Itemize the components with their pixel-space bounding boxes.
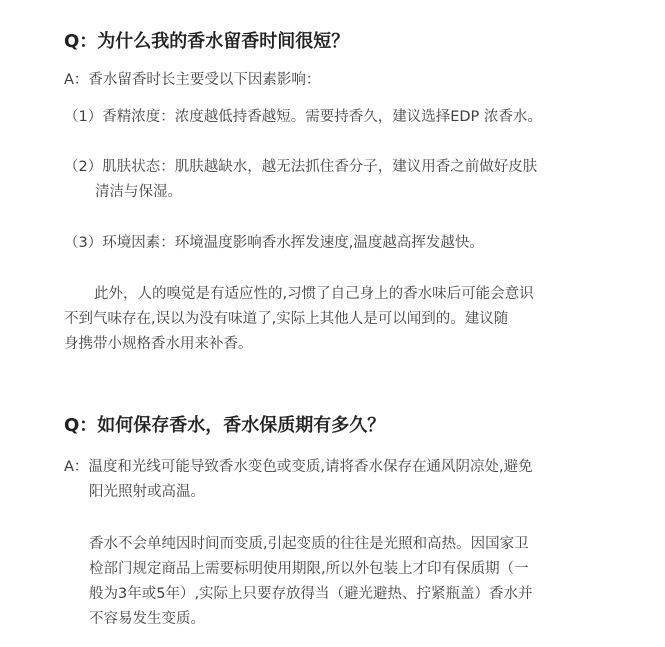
note-line: 般为3年或5年）,实际上只要存放得当（避光避热、拧紧瓶盖）香水并 — [89, 586, 533, 602]
factor-item — [0, 155, 665, 205]
factor-line: 清洁与保湿。 — [95, 184, 182, 200]
question-heading: Q：如何保存香水，香水保质期有多久？ — [64, 415, 386, 436]
answer-intro: A：香水留香时长主要受以下因素影响： — [64, 72, 321, 88]
factor-line: （2）肌肤状态：肌肤越缺水，越无法抓住香分子，建议用香之前做好皮肤 — [64, 159, 538, 175]
factor-item: （3）环境因素：环境温度影响香水挥发速度,温度越高挥发越快。 — [64, 235, 484, 251]
note-line: 香水不会单纯因时间而变质,引起变质的往往是光照和高热。因国家卫 — [89, 536, 529, 552]
note-paragraph — [0, 282, 665, 357]
question-heading: Q：为什么我的香水留香时间很短？ — [64, 31, 350, 52]
note-line: 此外，人的嗅觉是有适应性的,习惯了自己身上的香水味后可能会意识 — [94, 286, 534, 302]
note-paragraph — [0, 532, 665, 632]
answer-paragraph — [0, 455, 665, 505]
note-line: 身携带小规格香水用来补香。 — [64, 336, 253, 352]
note-line: 不到气味存在,误以为没有味道了,实际上其他人是可以闻到的。建议随 — [64, 311, 509, 327]
factor-item: （1）香精浓度：浓度越低持香越短。需要持香久，建议选择EDP 浓香水。 — [64, 109, 542, 125]
note-line: 不容易发生变质。 — [89, 611, 205, 627]
note-line: 检部门规定商品上需要标明使用期限,所以外包装上才印有保质期（一 — [89, 561, 529, 577]
answer-line: A：温度和光线可能导致香水变色或变质,请将香水保存在通风阴凉处,避免 — [64, 459, 533, 475]
answer-line: 阳光照射或高温。 — [89, 484, 205, 500]
